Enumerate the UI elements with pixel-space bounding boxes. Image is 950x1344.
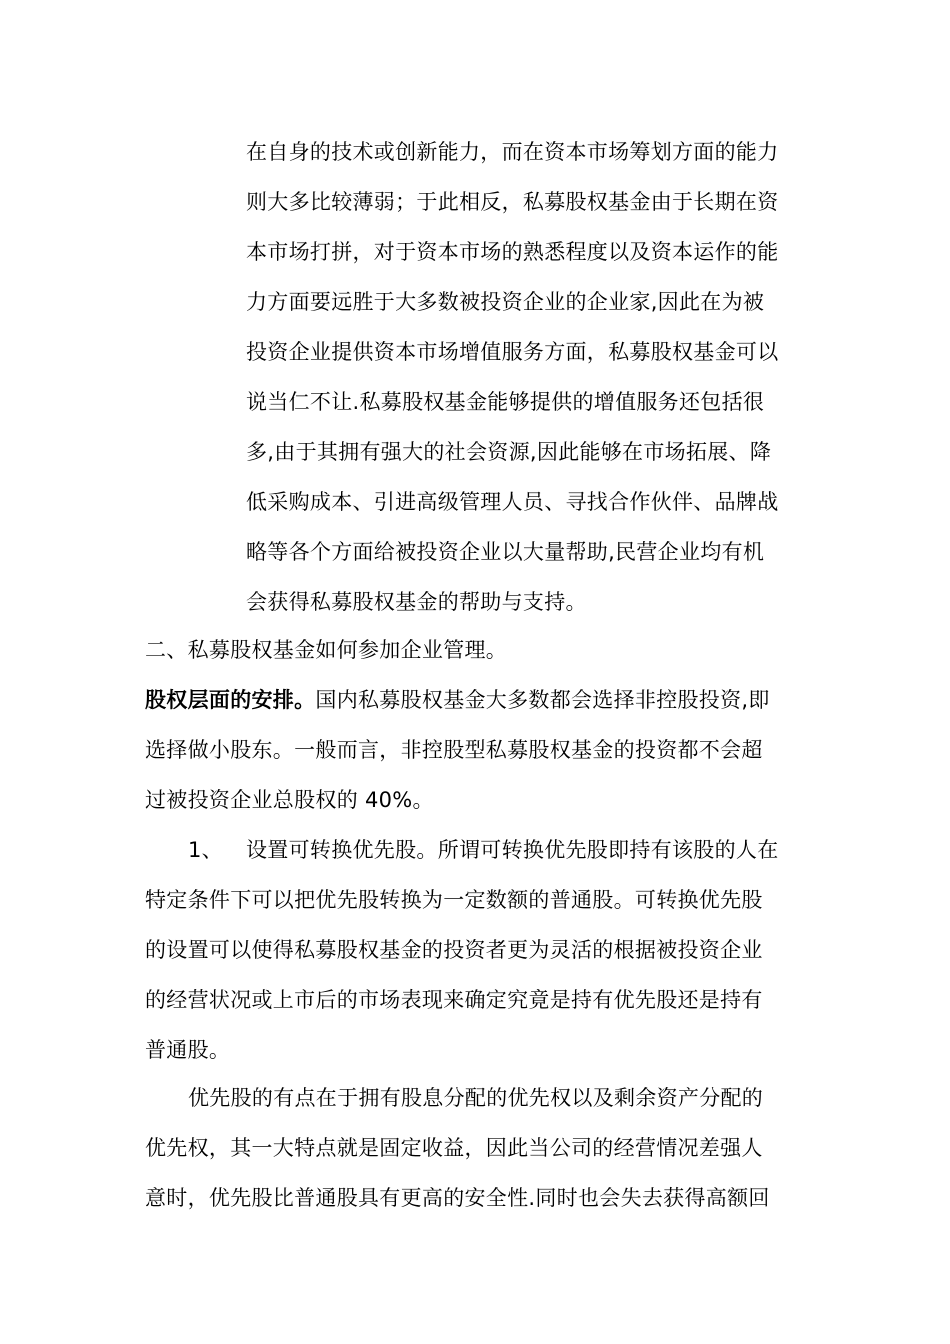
continued-paragraph (246, 127, 779, 627)
text-line: 力方面要远胜于大多数被投资企业的企业家,因此在为被 (246, 290, 765, 314)
text-run: 国内私募股权基金大多数都会选择非控股投资,即 (315, 688, 770, 712)
text-line (145, 825, 779, 875)
text-line (145, 1073, 770, 1123)
text-line: 低采购成本、引进高级管理人员、寻找合作伙伴、品牌战 (246, 490, 779, 514)
text-line: 普通股。 (145, 1038, 231, 1062)
text-run: 设置可转换优先股。所谓可转换优先股即持有该股的人在 (246, 838, 779, 862)
text-line: 选择做小股东。一般而言，非控股型私募股权基金的投资都不会超 (145, 738, 763, 762)
text-line: 在自身的技术或创新能力，而在资本市场筹划方面的能力 (246, 140, 779, 164)
text-run: 优先股的有点在于拥有股息分配的优先权以及剩余资产分配的 (188, 1086, 764, 1110)
item-number: 1、 (188, 838, 223, 862)
text-line: 投资企业提供资本市场增值服务方面，私募股权基金可以 (246, 340, 779, 364)
section-heading-text: 二、私募股权基金如何参加企业管理。 (145, 638, 508, 662)
text-line: 特定条件下可以把优先股转换为一定数额的普通股。可转换优先股 (145, 888, 763, 912)
equity-arrangement-paragraph (145, 675, 770, 825)
numbered-item-1 (145, 825, 779, 1075)
text-line (145, 675, 770, 725)
bold-lead-text: 股权层面的安排。 (145, 688, 316, 712)
text-line: 过被投资企业总股权的 40%。 (145, 788, 434, 812)
text-line: 的经营状况或上市后的市场表现来确定究竟是持有优先股还是持有 (145, 988, 763, 1012)
text-line: 则大多比较薄弱；于此相反，私募股权基金由于长期在资 (246, 190, 779, 214)
text-line: 多,由于其拥有强大的社会资源,因此能够在市场拓展、降 (246, 440, 772, 464)
text-line: 意时，优先股比普通股具有更高的安全性.同时也会失去获得高额回 (145, 1186, 770, 1210)
text-line: 本市场打拼，对于资本市场的熟悉程度以及资本运作的能 (246, 240, 779, 264)
section-heading (145, 625, 507, 675)
text-line: 说当仁不让.私募股权基金能够提供的增值服务还包括很 (246, 390, 765, 414)
text-line: 优先权，其一大特点就是固定收益，因此当公司的经营情况差强人 (145, 1136, 763, 1160)
text-line: 略等各个方面给被投资企业以大量帮助,民营企业均有机 (246, 540, 765, 564)
text-line: 的设置可以使得私募股权基金的投资者更为灵活的根据被投资企业 (145, 938, 763, 962)
text-line: 会获得私募股权基金的帮助与支持。 (246, 590, 587, 614)
preferred-stock-paragraph (145, 1073, 770, 1223)
